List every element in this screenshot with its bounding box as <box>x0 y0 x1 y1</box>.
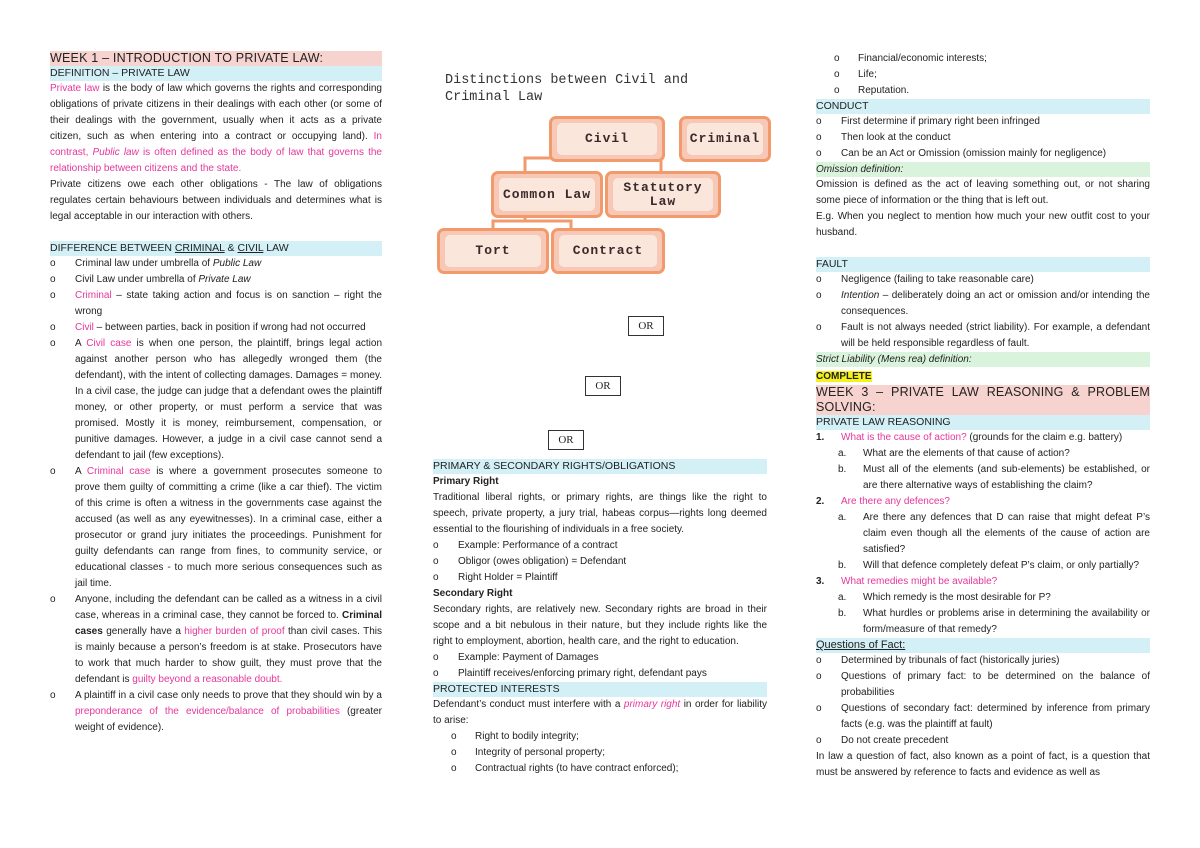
statutory-law-box <box>605 171 721 218</box>
list-item: o Obligor (owes obligation) = Defendant <box>433 554 767 570</box>
list-item: o Life; <box>816 67 1150 83</box>
list-item <box>50 256 382 272</box>
diff-civil: CIVIL <box>237 242 264 254</box>
list-item: o Fault is not always needed (strict liability). For example, a defendant will be held responsible regardless of fault. <box>816 320 1150 352</box>
difference-list <box>50 256 382 736</box>
sub-text: Are there any defences that D can raise that might defeat P’s claim even though all the elements of the cause of action are satisfied? <box>863 512 1150 555</box>
subquestion-item <box>816 462 1150 494</box>
subquestion-item <box>816 590 1150 606</box>
secondary-right-paragraph: Secondary rights, are relatively new. Secondary rights are broad in their scope and a bit nebulous in their nature, but they include rights like the right to employment, abortion, health care, and the right to education. <box>433 604 767 647</box>
item-bold: Criminal cases <box>75 610 382 637</box>
sub-text: What hurdles or problems arise in determining the availability or form/measure of that remedy? <box>863 608 1150 635</box>
list-item <box>50 688 382 736</box>
strict-liability-heading: Strict Liability (Mens rea) definition: <box>816 352 1150 367</box>
contrast-text: In contrast, <box>50 131 382 158</box>
question-of-fact-paragraph: In law a question of fact, also known as a point of fact, is a question that must be answered by reference to facts and evidence as well as <box>816 751 1150 778</box>
omission-paragraph: Omission is defined as the act of leaving something out, or not sharing some piece of information or the thing that is left out. <box>816 179 1150 206</box>
item-text: (greater weight of evidence). <box>75 706 382 733</box>
list-item: o Plaintiff receives/enforcing primary right, defendant pays <box>433 666 767 682</box>
question-number: 2. <box>816 496 825 507</box>
obligations-paragraph: Private citizens owe each other obligations - The law of obligations regulates certain behaviours between individuals and determines what is legal acceptable in our interaction with others. <box>50 179 382 222</box>
list-item: o Integrity of personal property; <box>433 745 767 761</box>
definition-heading: DEFINITION – PRIVATE LAW <box>50 66 382 81</box>
item-pink: Civil case <box>86 338 132 349</box>
item-pink: guilty beyond a reasonable doubt. <box>132 674 283 685</box>
item-italic: Public Law <box>212 258 262 269</box>
sub-text: Which remedy is the most desirable for P? <box>863 592 1051 603</box>
list-item <box>50 336 382 464</box>
question-pink: What is the cause of action? <box>841 432 967 443</box>
definition-text: is the body of law which governs the rights and corresponding obligations of private citizens in their dealings with each other (or some of their dealings with the government, usually when it acts as a private citizen, such as when entering into a contract or occupying land). <box>50 83 382 142</box>
questions-of-fact-list <box>816 653 1150 749</box>
private-law-reasoning-heading: PRIVATE LAW REASONING <box>816 415 1150 430</box>
column-right <box>816 51 1150 781</box>
protected-interests-heading: PROTECTED INTERESTS <box>433 682 767 697</box>
reasoning-questions <box>816 494 1150 510</box>
contrast-rest: is often defined as the body of law that governs the relationship between citizens and the state. <box>50 147 382 174</box>
sub-mark: a. <box>838 512 847 523</box>
item-pink: Criminal <box>75 290 112 301</box>
item-text: A <box>75 338 87 349</box>
protected-interests-paragraph <box>433 697 767 729</box>
question-pink: What remedies might be available? <box>841 576 998 587</box>
diff-law: LAW <box>263 242 289 254</box>
question-text: (grounds for the claim e.g. battery) <box>966 432 1123 443</box>
list-item: o Determined by tribunals of fact (historically juries) <box>816 653 1150 669</box>
difference-heading <box>50 241 382 256</box>
item-italic: Private Law <box>198 274 251 285</box>
subquestion-item <box>816 558 1150 574</box>
diagram-title-line1: Distinctions between Civil and <box>445 73 689 88</box>
list-item: o First determine if primary right been infringed <box>816 114 1150 130</box>
item-text: – state taking action and focus is on sanction – right the wrong <box>75 290 382 317</box>
sub-mark: b. <box>838 464 847 475</box>
list-item <box>50 592 382 688</box>
definition-paragraph <box>50 81 382 177</box>
questions-of-fact-heading: Questions of Fact: <box>816 638 1150 653</box>
item-text: generally have a <box>102 626 185 637</box>
conduct-heading: CONDUCT <box>816 99 1150 114</box>
list-item: o Right to bodily integrity; <box>433 729 767 745</box>
criminal-label: Criminal <box>687 123 763 155</box>
sub-text: Will that defence completely defeat P’s claim, or only partially? <box>863 560 1140 571</box>
q2-subquestions <box>816 510 1150 574</box>
common-law-box <box>491 171 603 218</box>
list-item: o Then look at the conduct <box>816 130 1150 146</box>
sub-mark: a. <box>838 448 847 459</box>
subquestion-item <box>816 446 1150 462</box>
diff-criminal: CRIMINAL <box>174 242 225 254</box>
q3-subquestions <box>816 590 1150 638</box>
list-item: o Right Holder = Plaintiff <box>433 570 767 586</box>
statutory-law-label: Statutory Law <box>613 178 713 211</box>
primary-right-subheading: Primary Right <box>433 476 499 487</box>
question-pink: Are there any defences? <box>841 496 950 507</box>
item-text: A plaintiff in a civil case only needs to prove that they should win by a <box>75 690 382 701</box>
diff-amp: & <box>224 242 238 254</box>
diff-pre: DIFFERENCE BETWEEN <box>50 242 175 254</box>
or-box: OR <box>548 430 584 450</box>
primary-right-paragraph: Traditional liberal rights, or primary rights, are things like the right to speech, private property, a jury trial, habeas corpus—rights long deemed essential to the flourishing of individuals in a free society. <box>433 492 767 535</box>
item-text: Anyone, including the defendant can be called as a witness in a civil case, whereas in a criminal case, they cannot be forced to. <box>75 594 382 621</box>
primary-right-list <box>433 538 767 586</box>
primary-secondary-heading: PRIMARY & SECONDARY RIGHTS/OBLIGATIONS <box>433 459 767 474</box>
private-law-term: Private law <box>50 83 100 94</box>
item-pink: preponderance of the evidence/balance of probabilities <box>75 706 340 717</box>
reasoning-questions <box>816 430 1150 446</box>
list-item: o Can be an Act or Omission (omission mainly for negligence) <box>816 146 1150 162</box>
list-item <box>50 288 382 320</box>
fault-list <box>816 272 1150 352</box>
primary-right-term: primary right <box>623 699 681 710</box>
reasoning-questions <box>816 574 1150 590</box>
item-pink: higher burden of proof <box>184 626 285 637</box>
item-pink: Criminal case <box>86 466 151 477</box>
list-item: o Contractual rights (to have contract enforced); <box>433 761 767 777</box>
list-item: o Do not create precedent <box>816 733 1150 749</box>
list-item <box>816 288 1150 320</box>
item-text: than civil cases. This is mainly because a person’s freedom is at stake. Prosecutors have to work that much harder to show guilt, they must prove that the defendant is <box>75 626 382 685</box>
complete-badge: COMPLETE <box>816 371 872 382</box>
tort-box <box>437 228 549 274</box>
item-text: is when one person, the plaintiff, brings legal action against another person who has allegedly wronged them (the defendant), with the intent of collecting damages. Damages = money. In a civil case, the judge can judge that a defendant owes the plaintiff money, or other property, or must perform a service that was promised. Mostly it is money, reimbursement, compensation, or punitive damages. However, a judge in a civil case cannot send a defendant to jail (few exceptions). <box>75 338 383 461</box>
list-item: o Example: Performance of a contract <box>433 538 767 554</box>
civil-criminal-diagram <box>433 72 767 272</box>
interests-continued-list <box>816 51 1150 99</box>
item-text: – deliberately doing an act or omission and/or intending the consequences. <box>841 290 1150 317</box>
omission-definition-heading: Omission definition: <box>816 162 1150 177</box>
item-text: Civil Law under umbrella of <box>75 274 199 285</box>
list-item: o Questions of primary fact: to be determined on the balance of probabilities <box>816 669 1150 701</box>
column-left <box>50 51 382 736</box>
list-item <box>50 464 382 592</box>
fault-heading: FAULT <box>816 257 1150 272</box>
question-number: 1. <box>816 432 825 443</box>
criminal-box <box>679 116 771 162</box>
diagram-title-line2: Criminal Law <box>445 90 543 105</box>
sub-mark: b. <box>838 608 847 619</box>
week3-heading: WEEK 3 – PRIVATE LAW REASONING & PROBLEM SOLVING: <box>816 385 1150 414</box>
conduct-list <box>816 114 1150 162</box>
item-text: A <box>75 466 87 477</box>
or-box: OR <box>585 376 621 396</box>
sub-text: Must all of the elements (and sub-elements) be established, or are there alternative ways of establishing the claim? <box>863 464 1150 491</box>
item-text: – between parties, back in position if wrong had not occurred <box>93 322 366 333</box>
subquestion-item <box>816 606 1150 638</box>
secondary-right-subheading: Secondary Right <box>433 588 513 599</box>
sub-text: What are the elements of that cause of action? <box>863 448 1070 459</box>
protected-interests-list <box>433 729 767 777</box>
omission-example: E.g. When you neglect to mention how much your new outfit cost to your husband. <box>816 211 1150 238</box>
list-item: o Financial/economic interests; <box>816 51 1150 67</box>
intention-term: Intention <box>841 290 880 301</box>
question-item <box>816 574 1150 590</box>
list-item: o Negligence (failing to take reasonable care) <box>816 272 1150 288</box>
q1-subquestions <box>816 446 1150 494</box>
column-middle <box>433 459 767 777</box>
public-law-term: Public law <box>92 147 139 158</box>
list-item: o Example: Payment of Damages <box>433 650 767 666</box>
item-text: Criminal law under umbrella of <box>75 258 213 269</box>
subquestion-item <box>816 510 1150 558</box>
common-law-label: Common Law <box>499 178 595 211</box>
sub-mark: a. <box>838 592 847 603</box>
civil-label: Civil <box>557 123 657 155</box>
question-item <box>816 430 1150 446</box>
contract-box <box>551 228 665 274</box>
secondary-right-list <box>433 650 767 682</box>
question-number: 3. <box>816 576 825 587</box>
list-item: o Reputation. <box>816 83 1150 99</box>
tort-label: Tort <box>445 235 541 267</box>
sub-mark: b. <box>838 560 847 571</box>
list-item <box>50 320 382 336</box>
question-item <box>816 494 1150 510</box>
item-text: is where a government prosecutes someone to prove them guilty of committing a crime (like a car thief). The victim of this crime is often a witness in the governments case against the accused (as well as any eyewitnesses). In a criminal case, either a prosecutor or grand jury initiates the proceedings. Punishment for guilty defendants can range from fines, to community service, or educational classes - to much more serious consequences such as jail time. <box>75 466 383 589</box>
list-item <box>50 272 382 288</box>
protected-post: in order for liability to arise: <box>433 699 767 726</box>
list-item: o Questions of secondary fact: determined by inference from primary facts (e.g. was the plaintiff at fault) <box>816 701 1150 733</box>
contract-label: Contract <box>559 235 657 267</box>
week1-heading: WEEK 1 – INTRODUCTION TO PRIVATE LAW: <box>50 51 382 66</box>
or-box: OR <box>628 316 664 336</box>
civil-box <box>549 116 665 162</box>
item-pink: Civil <box>75 322 94 333</box>
protected-pre: Defendant’s conduct must interfere with a <box>433 699 624 710</box>
